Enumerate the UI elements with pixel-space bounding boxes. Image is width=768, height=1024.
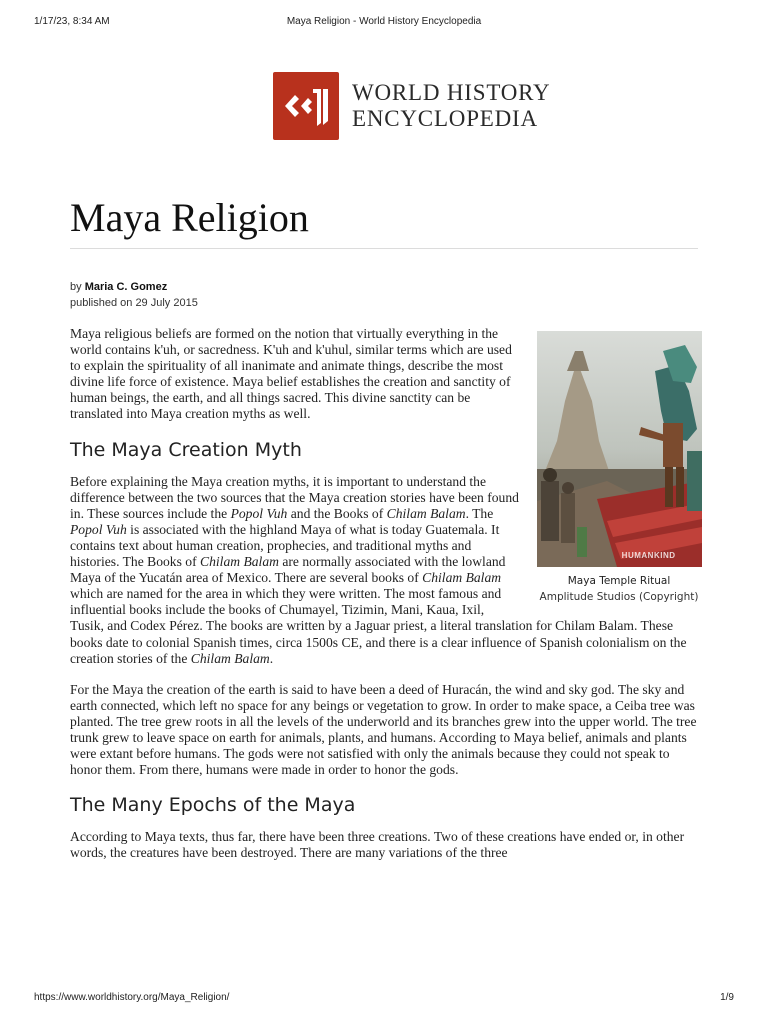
text-run: . The <box>465 505 494 521</box>
logo-mark-icon <box>273 72 339 140</box>
logo-wordmark <box>352 80 550 132</box>
page-number: 1/9 <box>720 992 734 1003</box>
text-run: are normally associated with the lowland Maya of the Yucatán area of Mexico. There are several books of <box>70 554 506 586</box>
title-divider <box>70 248 698 249</box>
italic-title-chilam-balam: Chilam Balam <box>422 570 502 586</box>
site-logo[interactable] <box>273 72 550 140</box>
author-link[interactable]: Maria C. Gomez <box>84 281 168 293</box>
print-document-title: Maya Religion - World History Encyclopedia <box>286 16 482 27</box>
section-heading-epochs: The Many Epochs of the Maya <box>70 794 356 817</box>
figure-caption: Maya Temple Ritual <box>567 575 671 587</box>
published-date: published on 29 July 2015 <box>70 297 198 309</box>
logo-line-1: WORLD HISTORY <box>352 80 551 105</box>
logo-glyph-icon <box>281 83 331 129</box>
byline-by: by <box>70 281 82 293</box>
image-watermark: HUMANKIND <box>621 551 676 560</box>
italic-title-popol-vuh: Popol Vuh <box>70 521 127 537</box>
article-title: Maya Religion <box>70 195 309 240</box>
text-run: Before explaining the Maya creation myths, it is important to understand the difference between the two sources that the Maya creation stories have been found in. These sources include the <box>70 473 519 521</box>
italic-title-chilam-balam: Chilam Balam <box>386 505 466 521</box>
figure-credit[interactable]: Amplitude Studios (Copyright) <box>539 591 699 603</box>
byline <box>70 279 198 311</box>
article-figure[interactable] <box>530 331 708 605</box>
figure-image[interactable] <box>537 331 702 567</box>
text-run: which are named for the area in which they were written. The most famous and influential books include the books of Chumayel, Tizimin, Mani, Kaua, Ixil, Tusik, and Codex Pérez. The books are written by a Jaguar priest, a literal translation for Chilam Balam. These books date to colonial Spanish times, circa 1500s CE, and there is a clear influence of Spanish colonialism on the creation stories of the <box>70 586 687 666</box>
temple-illustration <box>537 331 702 567</box>
text-run: and the Books of <box>287 505 387 521</box>
print-url: https://www.worldhistory.org/Maya_Religion/ <box>34 992 230 1003</box>
text-run: is associated with the highland Maya of what is today Guatemala. It contains text about human creation, prophecies, and traditional myths and histories. The Books of <box>70 521 500 570</box>
epochs-paragraph-1: According to Maya texts, thus far, there have been three creations. Two of these creations have ended or, in other words, the creatures have been destroyed. There are many variations of the three <box>70 829 685 861</box>
logo-line-2: ENCYCLOPEDIA <box>352 106 538 131</box>
text-run: . <box>269 650 274 666</box>
section-heading-creation-myth: The Maya Creation Myth <box>70 438 302 461</box>
print-date: 1/17/23, 8:34 AM <box>34 16 110 27</box>
article-body <box>70 326 698 876</box>
creation-myth-paragraph-2: For the Maya the creation of the earth is said to have been a deed of Huracán, the wind and sky god. The sky and earth connected, which left no space for any beings or vegetation to grow. In order to make space, a Ceiba tree was planted. The tree grew roots in all the levels of the underworld and its branches grew into the upper world. The tree trunk grew to leave space on earth for animals, plants, and humans. According to Maya belief, animals and plants were extant before humans. The gods were not satisfied with only the animals because they could not speak to honor them. From there, humans were made in order to honor the gods. <box>70 681 697 778</box>
intro-paragraph: Maya religious beliefs are formed on the notion that virtually everything in the world contains k'uh, or sacredness. K'uh and k'uhul, similar terms which are used to explain the spirituality of all inanimate and animate things, describe the most divine life force of existence. Maya belief establishes the creation and sanctity of human beings, the earth, and all things sacred. This divine sanctity can be translated into Maya creation myths as well. <box>70 326 512 422</box>
italic-title-popol-vuh: Popol Vuh <box>230 505 288 521</box>
italic-title-chilam-balam: Chilam Balam <box>190 650 270 666</box>
italic-title-chilam-balam: Chilam Balam <box>200 554 279 570</box>
